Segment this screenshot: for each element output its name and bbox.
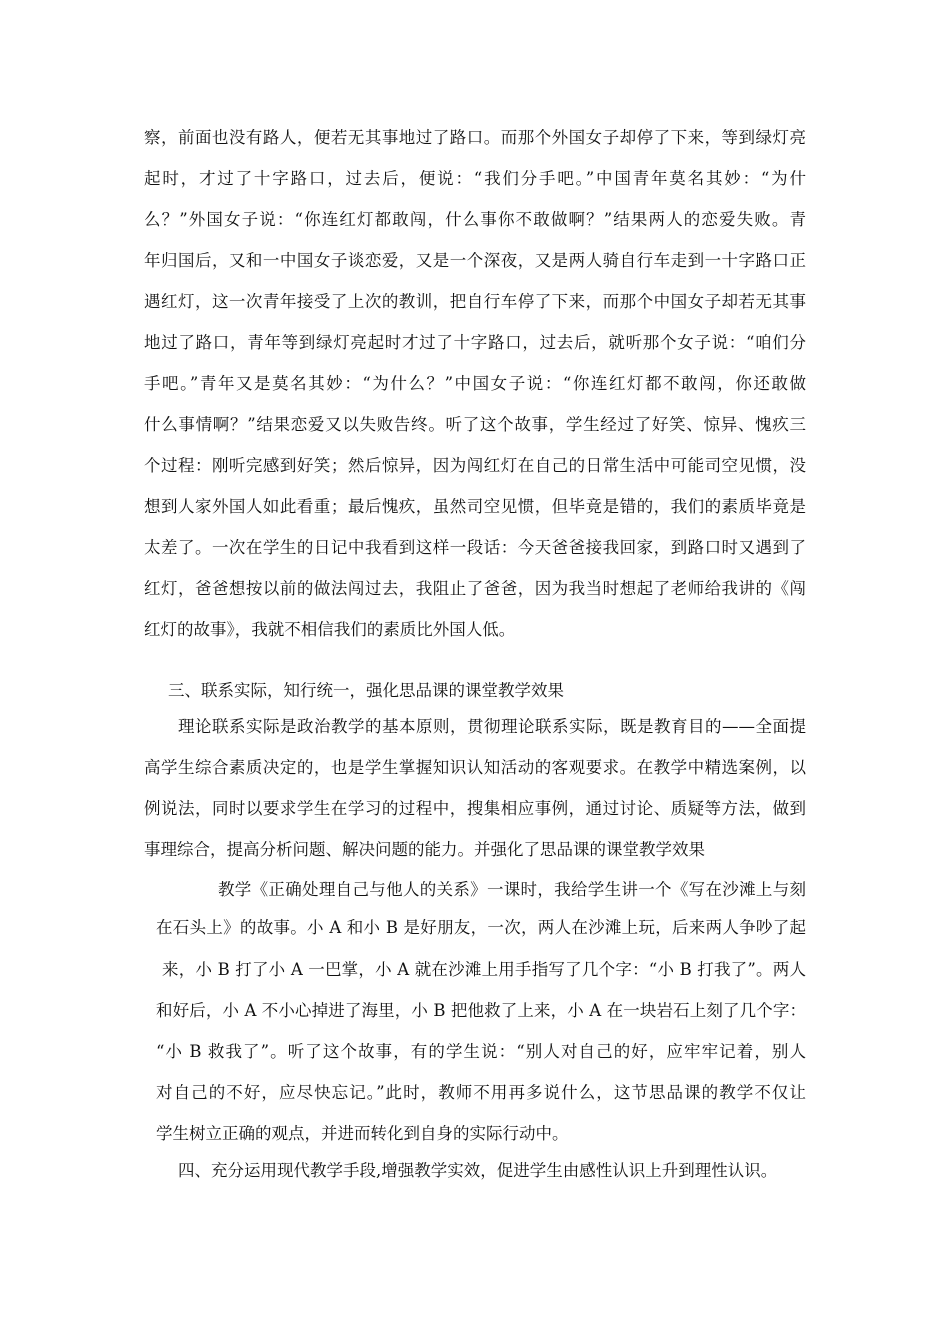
story-line: 个过程：刚听完感到好笑；然后惊异，因为闯红灯在自己的日常生活中可能司空见惯，没 [144, 456, 806, 475]
story-line: 遇红灯，这一次青年接受了上次的教训，把自行车停了下来，而那个中国女子却若无其事 [144, 292, 806, 311]
story-line: 红灯，爸爸想按以前的做法闯过去，我阻止了爸爸，因为我当时想起了老师给我讲的《闯 [144, 579, 806, 598]
example-paragraph-line: 教学《正确处理自己与他人的关系》一课时，我给学生讲一个《写在沙滩上与刻 [218, 880, 806, 899]
story-line: 地过了路口，青年等到绿灯亮起时才过了十字路口，过去后，就听那个女子说：“咱们分 [144, 333, 806, 352]
story-line: 手吧。”青年又是莫名其妙：“为什么？”中国女子说：“你连红灯都不敢闯，你还敢做 [144, 374, 806, 393]
example-paragraph-line: “小 B 救我了”。听了这个故事，有的学生说：“别人对自己的好，应牢牢记着，别人 [156, 1042, 806, 1061]
section3-paragraph-line: 理论联系实际是政治教学的基本原则，贯彻理论联系实际，既是教育目的——全面提 [178, 717, 806, 736]
section-heading-3: 三、联系实际，知行统一，强化思品课的课堂教学效果 [168, 681, 564, 700]
example-paragraph-line: 来，小 B 打了小 A 一巴掌，小 A 就在沙滩上用手指写了几个字：“小 B 打我了”。两人 [162, 960, 806, 979]
section-heading-4: 四、充分运用现代教学手段,增强教学实效，促进学生由感性认识上升到理性认识。 [178, 1161, 778, 1180]
section3-paragraph-line: 事理综合，提高分析问题、解决问题的能力。并强化了思品课的课堂教学效果 [144, 840, 705, 859]
section3-paragraph-line: 高学生综合素质决定的，也是学生掌握知识认知活动的客观要求。在教学中精选案例，以 [144, 758, 806, 777]
section3-paragraph-line: 例说法，同时以要求学生在学习的过程中，搜集相应事例，通过讨论、质疑等方法，做到 [144, 799, 806, 818]
story-line: 太差了。一次在学生的日记中我看到这样一段话：今天爸爸接我回家，到路口时又遇到了 [144, 538, 806, 557]
story-line: 想到人家外国人如此看重；最后愧疚，虽然司空见惯，但毕竟是错的，我们的素质毕竟是 [144, 497, 806, 516]
story-line: 红灯的故事》，我就不相信我们的素质比外国人低。 [144, 620, 516, 639]
story-line: 年归国后，又和一中国女子谈恋爱，又是一个深夜，又是两人骑自行车走到一十字路口正 [144, 251, 806, 270]
example-paragraph-line: 在石头上》的故事。小 A 和小 B 是好朋友，一次，两人在沙滩上玩，后来两人争吵了起 [156, 918, 806, 937]
story-line: 么？”外国女子说：“你连红灯都敢闯，什么事你不敢做啊？”结果两人的恋爱失败。青 [144, 210, 806, 229]
example-paragraph-line: 学生树立正确的观点，并进而转化到自身的实际行动中。 [156, 1124, 569, 1143]
story-line: 什么事情啊？”结果恋爱又以失败告终。听了这个故事，学生经过了好笑、惊异、愧疚三 [144, 415, 806, 434]
example-paragraph-line: 对自己的不好，应尽快忘记。”此时，教师不用再多说什么，这节思品课的教学不仅让 [156, 1083, 806, 1102]
story-line: 察，前面也没有路人，便若无其事地过了路口。而那个外国女子却停了下来，等到绿灯亮 [144, 128, 806, 147]
example-paragraph-line: 和好后，小 A 不小心掉进了海里，小 B 把他救了上来，小 A 在一块岩石上刻了几个字： [156, 1001, 806, 1020]
story-line: 起时，才过了十字路口，过去后，便说：“我们分手吧。”中国青年莫名其妙：“为什 [144, 169, 806, 188]
